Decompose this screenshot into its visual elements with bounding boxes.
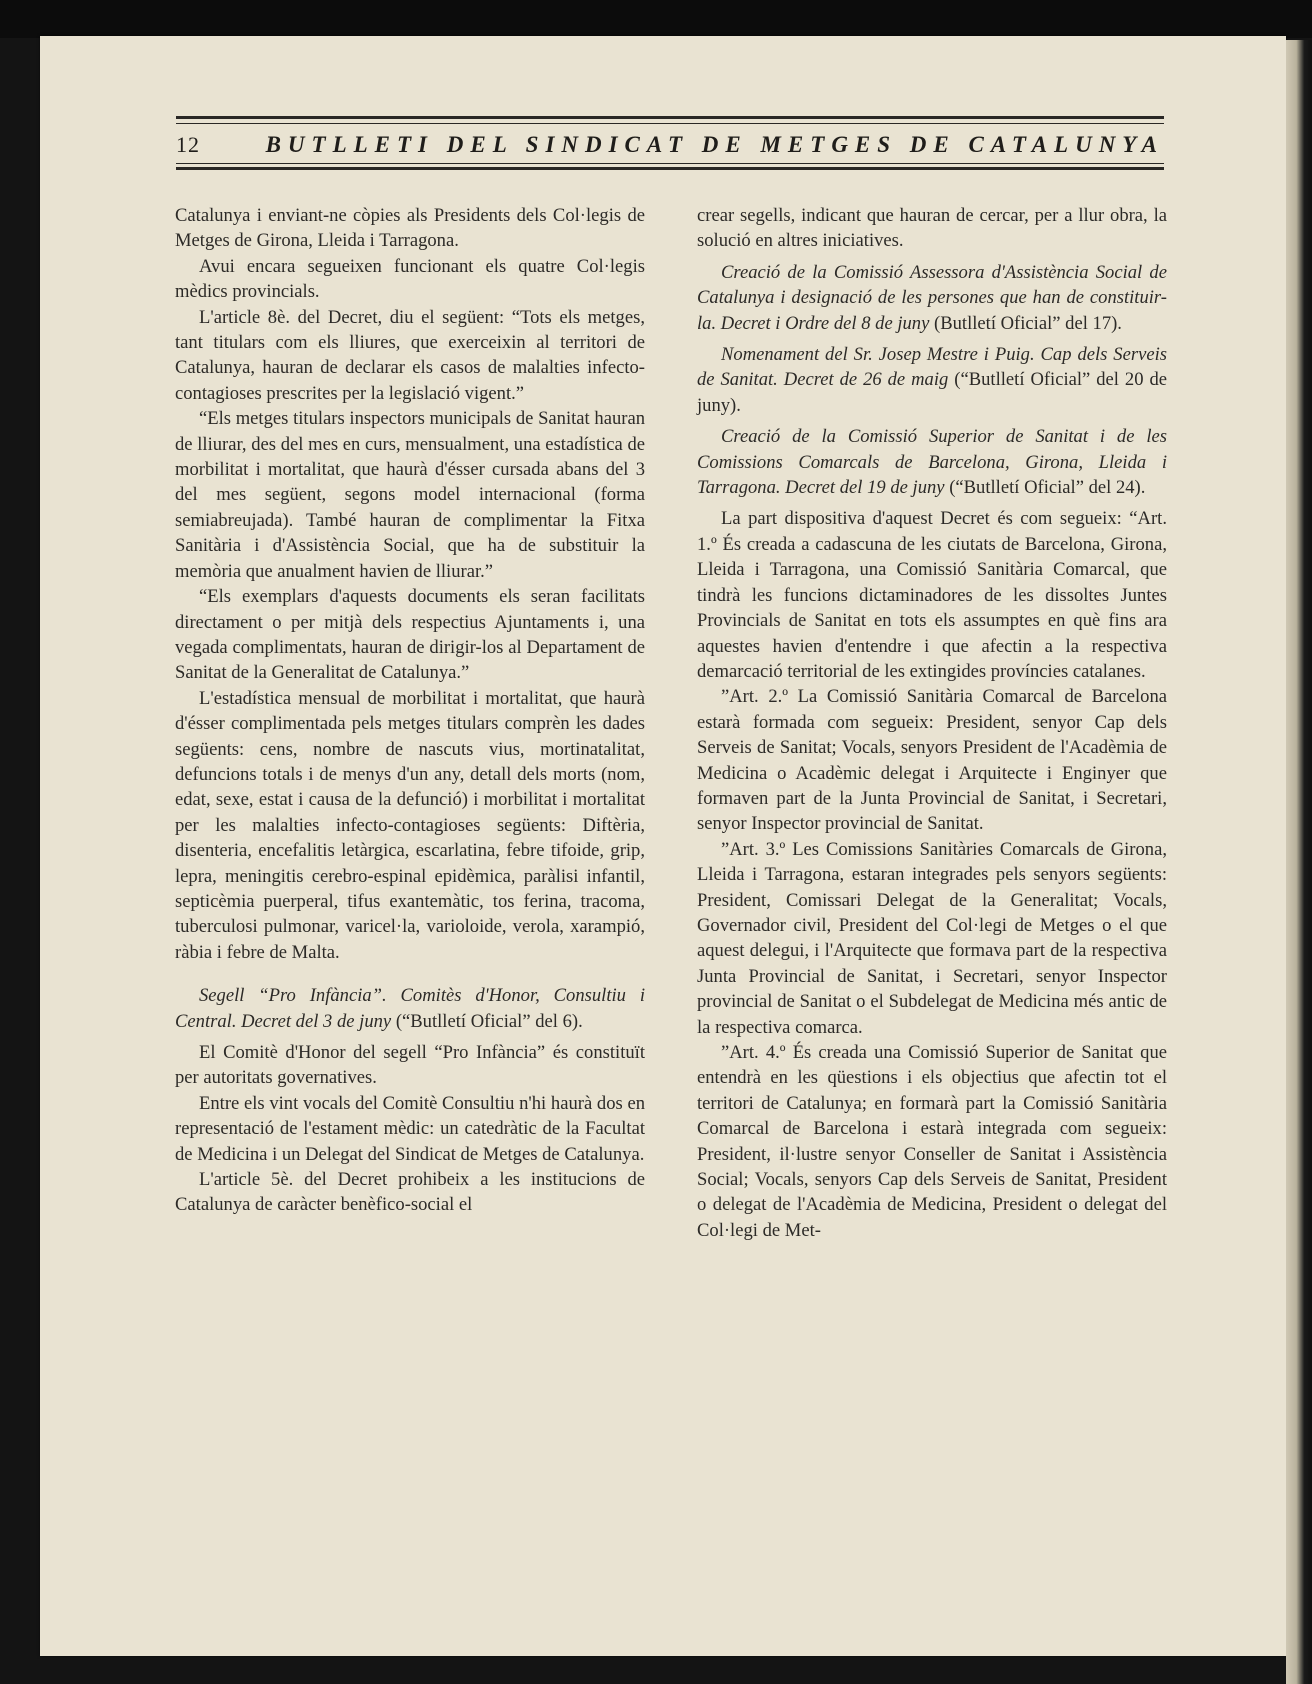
header-row xyxy=(176,130,1164,160)
header-rule-bottom-thin xyxy=(176,163,1164,164)
paragraph: Catalunya i enviant-ne còpies als Presidents dels Col·legis de Metges de Girona, Lleida i Tarragona. xyxy=(175,205,645,252)
section-heading xyxy=(697,424,1167,500)
paragraph: L'article 5è. del Decret prohibeix a les institucions de Catalunya de caràcter benèfico-social el xyxy=(175,1169,645,1216)
section-heading-source: (“Butlletí Oficial” del 24). xyxy=(944,477,1146,499)
section-heading-title: Creació de la Comissió Assessora d'Assistència Social de Catalunya i designació de les persones que han de constituir-la. Decret i Ordre del 8 de juny xyxy=(697,261,1167,334)
right-column xyxy=(697,203,1167,1243)
running-header xyxy=(176,116,1164,174)
paragraph: ”Art. 4.º És creada una Comissió Superior de Sanitat que entendrà en les qüestions i els objectius que afectin tot el territori de Catalunya; en formarà part la Comissió Sanitària Comarcal de Barcelona i estarà integrada com segueix: President, il·lustre senyor Conseller de Sanitat i Assistència Social; Vocals, senyors Cap dels Serveis de Sanitat, President o delegat de l'Acadèmia de Medicina, President o delegat del Col·legi de Met- xyxy=(697,1042,1167,1241)
paragraph: L'article 8è. del Decret, diu el següent: “Tots els metges, tant titulars com els lliures, que exerceixin al territori de Catalunya, hauran de declarar els casos de malalties infecto-contagioses prescrites per la legislació vigent.” xyxy=(175,306,645,404)
paragraph: El Comitè d'Honor del segell “Pro Infància” és constituït per autoritats governatives. xyxy=(175,1042,645,1089)
paragraph: “Els metges titulars inspectors municipals de Sanitat hauran de lliurar, des del mes en curs, mensualment, una estadística de morbilitat i mortalitat, que haurà d'ésser cursada abans del 3 del mes següent, segons model internacional (forma semiabreujada). També hauran de complimentar la Fitxa Sanitària i d'Assistència Social, que ha de substituir la memòria que anualment havien de lliurar.” xyxy=(175,408,645,582)
header-rule-top-thin xyxy=(176,123,1164,124)
section-heading-title: Creació de la Comissió Superior de Sanitat i de les Comissions Comarcals de Barcelona, Girona, Lleida i Tarragona. Decret del 19 de juny xyxy=(697,426,1167,499)
paragraph: “Els exemplars d'aquests documents els seran facilitats directament o per mitjà dels respectius Ajuntaments i, una vegada complimentats, hauran de dirigir-los al Departament de Sanitat de la Generalitat de Catalunya.” xyxy=(175,586,645,684)
scan-shadow xyxy=(0,0,1312,38)
paragraph: L'estadística mensual de morbilitat i mortalitat, que haurà d'ésser complimentada pels metges titulars comprèn les dades següents: cens, nombre de nascuts vius, mortinatalitat, defuncions totals i de menys d'un any, detall dels morts (nom, edat, sexe, estat i causa de la defunció) i morbilitat i mortalitat per les malalties infecto-contagioses següents: Diftèria, disenteria, encefalitis letàrgica, escarlatina, febre tifoide, grip, lepra, meningitis cerebro-espinal epidèmica, paràlisi infantil, septicèmia puerperal, tifus exantemàtic, tos ferina, tracoma, tuberculosi pulmonar, varicel·la, varioloide, verola, xarampió, ràbia i febre de Malta. xyxy=(175,687,645,963)
page-edge xyxy=(1286,40,1312,1684)
paragraph: crear segells, indicant que hauran de cercar, per a llur obra, la solució en altres iniciatives. xyxy=(697,205,1167,252)
running-title: BUTLLETI DEL SINDICAT DE METGES DE CATALUNYA xyxy=(265,132,1164,157)
paragraph: Avui encara segueixen funcionant els quatre Col·legis mèdics provincials. xyxy=(175,255,645,303)
section-heading-title: Nomenament del Sr. Josep Mestre i Puig. Cap dels Serveis de Sanitat. Decret de 26 de maig xyxy=(697,344,1167,391)
paragraph: ”Art. 2.º La Comissió Sanitària Comarcal de Barcelona estarà formada com segueix: President, senyor Cap dels Serveis de Sanitat; Vocals, senyors President de l'Acadèmia de Medicina o Acadèmic delegat i Arquitecte i Enginyer que formaven part de la Junta Provincial de Sanitat, i Secretari, senyor Inspector provincial de Sanitat. xyxy=(697,686,1167,835)
section-heading xyxy=(697,342,1167,418)
header-rule-top xyxy=(176,116,1164,119)
section-heading-source: (“Butlletí Oficial” del 20 de juny). xyxy=(697,369,1168,416)
left-column xyxy=(175,203,645,1218)
section-heading xyxy=(175,983,645,1034)
section-heading xyxy=(697,260,1167,336)
page-number: 12 xyxy=(176,132,200,157)
paragraph: ”Art. 3.º Les Comissions Sanitàries Comarcals de Girona, Lleida i Tarragona, estaran integrades pels senyors següents: President, Comissari Delegat de la Generalitat; Vocals, Governador civil, President del Col·legi de Metges o el que aquest delegui, i l'Arquitecte que formava part de la respectiva Junta Provincial de Sanitat, i Secretari, senyor Inspector provincial de Sanitat o el Subdelegat de Medicina més antic de la respectiva comarca. xyxy=(697,838,1167,1038)
section-heading-title: Segell “Pro Infància”. Comitès d'Honor, Consultiu i Central. Decret del 3 de juny xyxy=(175,985,645,1032)
header-rule-bottom xyxy=(176,167,1164,170)
section-heading-source: (“Butlletí Oficial” del 6). xyxy=(391,1010,583,1032)
section-heading-source: (Butlletí Oficial” del 17). xyxy=(929,312,1122,334)
paragraph: Entre els vint vocals del Comitè Consultiu n'hi haurà dos en representació de l'estament mèdic: un catedràtic de la Facultat de Medicina i un Delegat del Sindicat de Metges de Catalunya. xyxy=(175,1092,645,1165)
paragraph: La part dispositiva d'aquest Decret és com segueix: “Art. 1.º És creada a cadascuna de les ciutats de Barcelona, Girona, Lleida i Tarragona, una Comissió Sanitària Comarcal, que tindrà les funcions dictaminadores de les dissoltes Juntes Provincials de Sanitat en tots els assumptes en què fins ara aquestes havien d'entendre i que afectin a la respectiva demarcació territorial de les extingides províncies catalanes. xyxy=(697,508,1167,682)
